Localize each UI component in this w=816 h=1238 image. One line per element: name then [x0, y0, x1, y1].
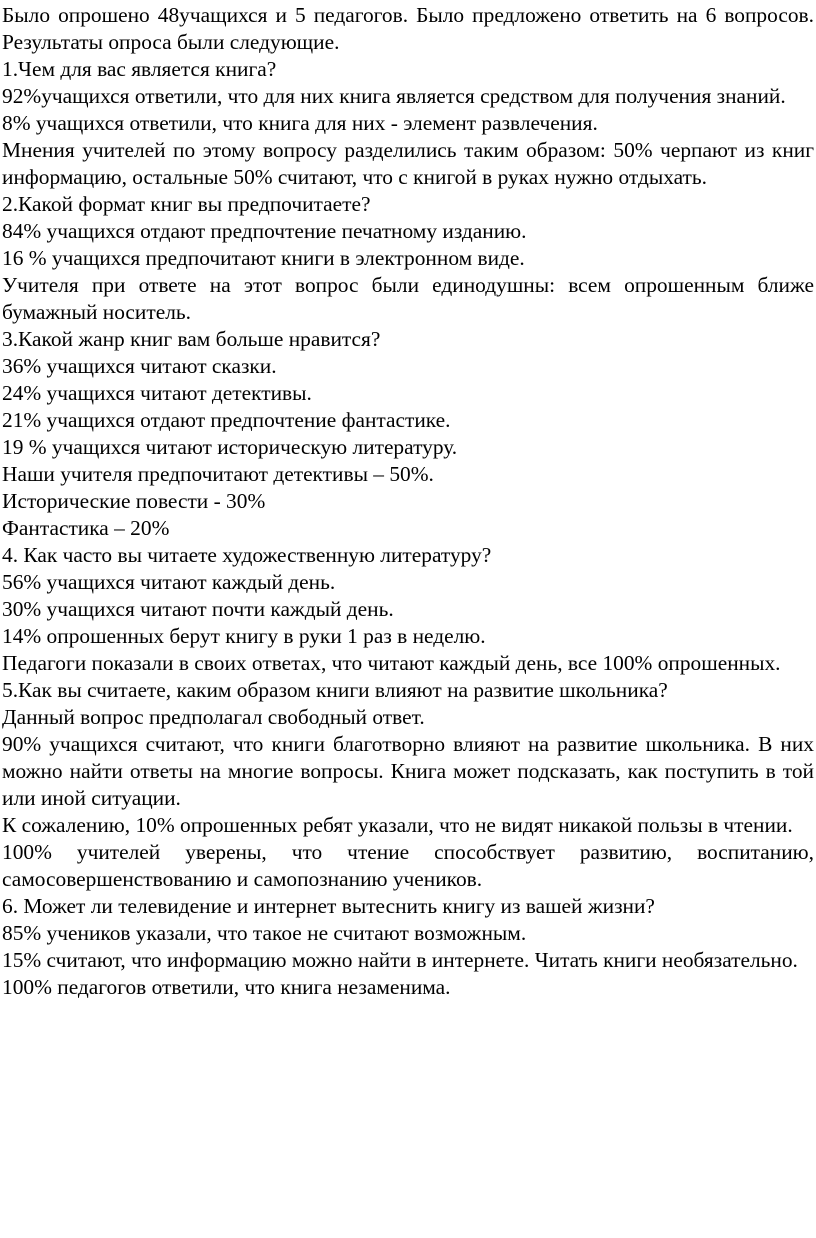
- answer-3-teachers-fantasy: Фантастика – 20%: [2, 516, 170, 540]
- question-5-note: Данный вопрос предполагал свободный ответ.: [2, 705, 425, 729]
- question-6-heading: 6. Может ли телевидение и интернет вытеснить книгу из вашей жизни?: [2, 894, 655, 918]
- answer-4-every-day: 56% учащихся читают каждый день.: [2, 570, 336, 594]
- answer-2-teachers: Учителя при ответе на этот вопрос были единодушны: всем опрошенным ближе бумажный носитель.: [2, 273, 814, 324]
- answer-6-internet: 15% считают, что информацию можно найти в интернете. Читать книги необязательно.: [2, 948, 798, 972]
- question-5-heading: 5.Как вы считаете, каким образом книги влияют на развитие школьника?: [2, 678, 668, 702]
- survey-intro-paragraph: Было опрошено 48учащихся и 5 педагогов. Было предложено ответить на 6 вопросов. Результаты опроса были следующие.: [2, 3, 814, 54]
- answer-3-teachers-detectives: Наши учителя предпочитают детективы – 50%.: [2, 462, 434, 486]
- answer-5-students-positive: 90% учащихся считают, что книги благотворно влияют на развитие школьника. В них можно найти ответы на многие вопросы. Книга может подсказать, как поступить в той или иной ситуации.: [2, 732, 814, 810]
- answer-3-historical: 19 % учащихся читают историческую литературу.: [2, 435, 458, 459]
- question-2-heading: 2.Какой формат книг вы предпочитаете?: [2, 192, 371, 216]
- answer-3-detectives: 24% учащихся читают детективы.: [2, 381, 312, 405]
- answer-1-students-knowledge: 92%учащихся ответили, что для них книга является средством для получения знаний.: [2, 84, 786, 108]
- answer-3-teachers-historical: Исторические повести - 30%: [2, 489, 266, 513]
- answer-4-almost-every-day: 30% учащихся читают почти каждый день.: [2, 597, 394, 621]
- answer-1-students-entertainment: 8% учащихся ответили, что книга для них - элемент развлечения.: [2, 111, 598, 135]
- answer-3-fantasy: 21% учащихся отдают предпочтение фантастике.: [2, 408, 451, 432]
- document-page: [2, 2, 814, 1001]
- answer-6-not-possible: 85% учеников указали, что такое не считают возможным.: [2, 921, 527, 945]
- answer-4-once-a-week: 14% опрошенных берут книгу в руки 1 раз в неделю.: [2, 624, 486, 648]
- answer-2-students-electronic: 16 % учащихся предпочитают книги в электронном виде.: [2, 246, 525, 270]
- answer-5-students-negative: К сожалению, 10% опрошенных ребят указали, что не видят никакой пользы в чтении.: [2, 813, 793, 837]
- question-1-heading: 1.Чем для вас является книга?: [2, 57, 277, 81]
- answer-2-students-print: 84% учащихся отдают предпочтение печатному изданию.: [2, 219, 527, 243]
- answer-5-teachers: 100% учителей уверены, что чтение способствует развитию, воспитанию, самосовершенствованию и самопознанию учеников.: [2, 840, 814, 891]
- question-3-heading: 3.Какой жанр книг вам больше нравится?: [2, 327, 381, 351]
- answer-1-teachers: Мнения учителей по этому вопросу разделились таким образом: 50% черпают из книг информацию, остальные 50% считают, что с книгой в руках нужно отдыхать.: [2, 138, 814, 189]
- question-4-heading: 4. Как часто вы читаете художественную литературу?: [2, 543, 492, 567]
- answer-4-teachers: Педагоги показали в своих ответах, что читают каждый день, все 100% опрошенных.: [2, 651, 781, 675]
- answer-3-fairy-tales: 36% учащихся читают сказки.: [2, 354, 277, 378]
- answer-6-teachers: 100% педагогов ответили, что книга незаменима.: [2, 975, 451, 999]
